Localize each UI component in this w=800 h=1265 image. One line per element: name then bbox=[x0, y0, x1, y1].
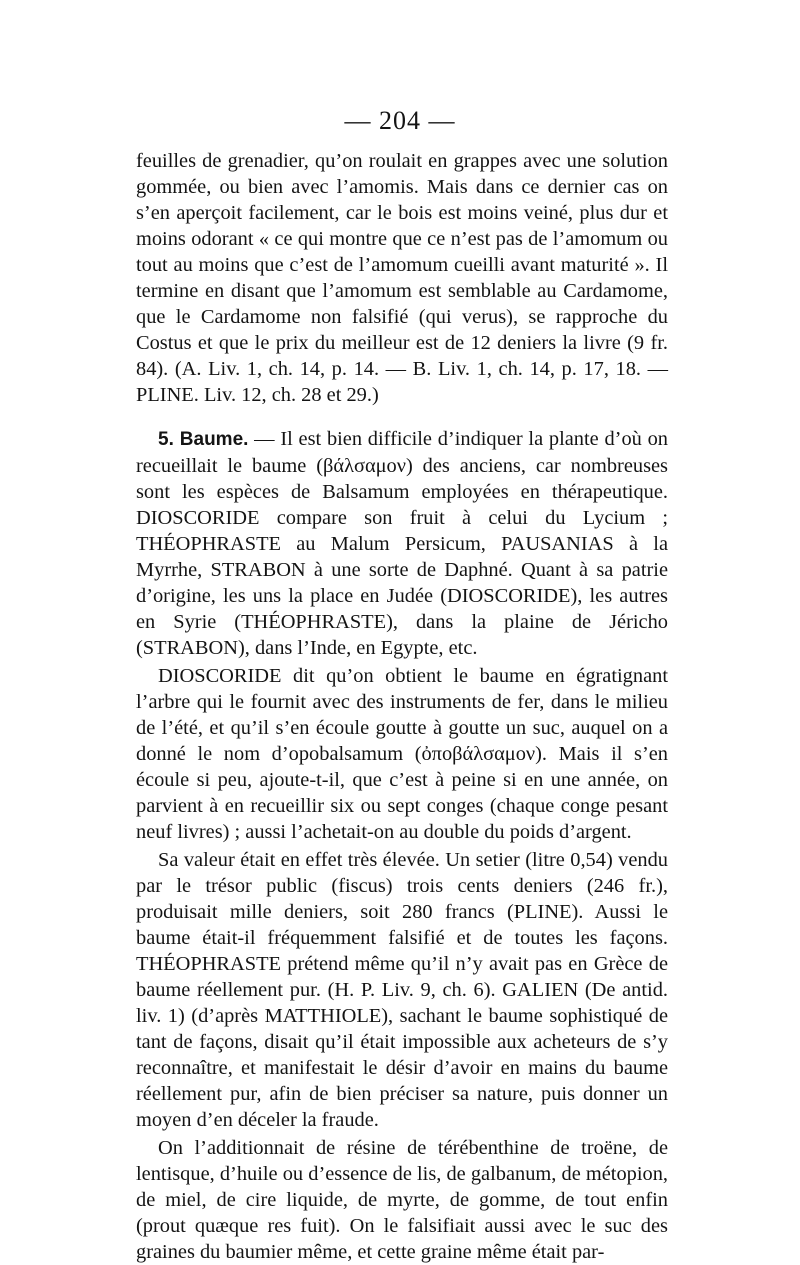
paragraph-baume bbox=[136, 426, 668, 661]
paragraph-baume-text: — Il est bien difficile d’indiquer la plante d’où on recueillait le baume (βάλσαμον) des anciens, car nombreuses sont les espèces de Balsamum employées en thérapeutique. DIOSCORIDE compare son fruit à celui du Lycium ; THÉOPHRASTE au Malum Persicum, PAUSANIAS à la Myrrhe, STRABON à une sorte de Daphné. Quant à sa patrie d’origine, les uns la place en Judée (DIOSCORIDE), les autres en Syrie (THÉOPHRASTE), dans la plaine de Jéricho (STRABON), dans l’Inde, en Egypte, etc. bbox=[136, 428, 668, 659]
paragraph-continuation: feuilles de grenadier, qu’on roulait en grappes avec une solution gommée, ou bien avec l’amomis. Mais dans ce dernier cas on s’en aperçoit facilement, car le bois est moins veiné, plus dur et moins odorant « ce qui montre que ce n’est pas de l’amomum ou tout au moins que c’est de l’amomum cueilli avant maturité ». Il termine en disant que l’amomum est semblable au Cardamome, que le Cardamome non falsifié (qui verus), se rapproche du Costus et que le prix du meilleur est de 12 deniers la livre (9 fr. 84). (A. Liv. 1, ch. 14, p. 14. — B. Liv. 1, ch. 14, p. 17, 18. — PLINE. Liv. 12, ch. 28 et 29.) bbox=[136, 150, 668, 406]
section-heading: 5. Baume. bbox=[158, 429, 249, 450]
body-text bbox=[136, 148, 668, 1265]
paragraph-valeur: Sa valeur était en effet très élevée. Un setier (litre 0,54) vendu par le trésor public (fiscus) trois cents deniers (246 fr.), produisait mille deniers, soit 280 francs (PLINE). Aussi le baume était-il fréquemment falsifié et de toutes les façons. THÉOPHRASTE prétend même qu’il n’y avait pas en Grèce de baume réellement pur. (H. P. Liv. 9, ch. 6). GALIEN (De antid. liv. 1) (d’après MATTHIOLE), sachant le baume sophistiqué de tant de façons, disait qu’il était impossible aux acheteurs de s’y reconnaître, et manifestait le désir d’avoir en mains du baume réellement pur, afin de bien préciser sa nature, puis donner un moyen d’en déceler la fraude. bbox=[136, 849, 668, 1131]
paragraph-dioscoride: DIOSCORIDE dit qu’on obtient le baume en égratignant l’arbre qui le fournit avec des instruments de fer, dans le milieu de l’été, et qu’il s’en écoule goutte à goutte un suc, auquel on a donné le nom d’opobalsamum (ὀποβάλσαμον). Mais il s’en écoule si peu, ajoute-t-il, que c’est à peine si en une année, on parvient à en recueillir six ou sept conges (chaque conge pesant neuf livres) ; aussi l’achetait-on au double du poids d’argent. bbox=[136, 665, 668, 843]
page-number: — 204 — bbox=[344, 106, 456, 135]
paragraph-falsification: On l’additionnait de résine de térébenthine de troëne, de lentisque, d’huile ou d’essence de lis, de galbanum, de métopion, de miel, de cire liquide, de myrte, de gomme, de tout enfin (prout quæque res fuit). On le falsifiait aussi avec le suc des graines du baumier même, et cette graine même était par- bbox=[136, 1137, 668, 1263]
